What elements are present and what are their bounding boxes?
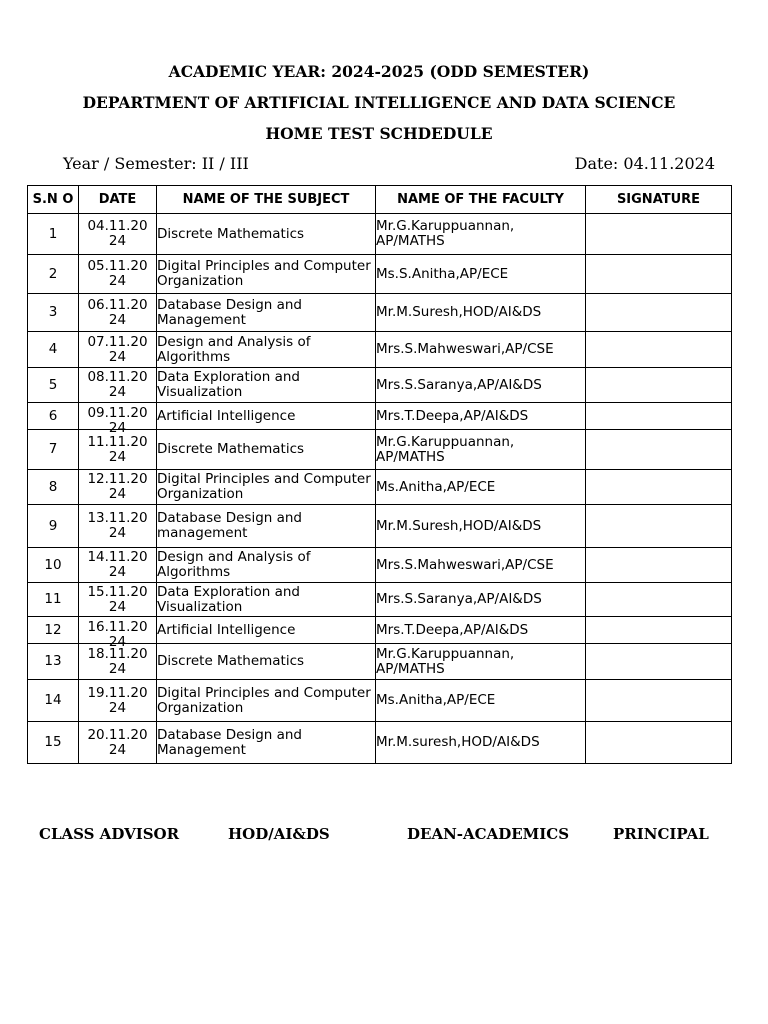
- column-header-faculty: NAME OF THE FACULTY: [376, 186, 586, 214]
- column-header-subject: NAME OF THE SUBJECT: [157, 186, 376, 214]
- hod-signature-label: HOD/AI&DS: [228, 825, 330, 843]
- subject-cell: Digital Principles and Computer Organization: [157, 255, 376, 294]
- signature-cell: [586, 617, 732, 644]
- signature-cell: [586, 583, 732, 617]
- table-row: [28, 680, 732, 722]
- date-cell: [79, 470, 157, 505]
- date-text: 18.11.2024: [87, 645, 148, 677]
- sno-cell: 13: [28, 644, 79, 680]
- table-row: [28, 255, 732, 294]
- date-text: 05.11.2024: [87, 258, 148, 289]
- date-cell: [79, 430, 157, 470]
- signature-cell: [586, 214, 732, 255]
- faculty-cell: Mr.G.Karuppuannan, AP/MATHS: [376, 644, 586, 680]
- signature-cell: [586, 470, 732, 505]
- sno-cell: 1: [28, 214, 79, 255]
- subject-cell: Data Exploration and Visualization: [157, 583, 376, 617]
- sno-cell: 2: [28, 255, 79, 294]
- sno-cell: 12: [28, 617, 79, 644]
- faculty-cell: Mr.M.Suresh,HOD/AI&DS: [376, 505, 586, 548]
- sno-cell: 7: [28, 430, 79, 470]
- faculty-cell: Mr.M.suresh,HOD/AI&DS: [376, 722, 586, 764]
- sno-cell: 5: [28, 368, 79, 403]
- table-row: [28, 583, 732, 617]
- date-text: 09.11.2024: [87, 404, 148, 436]
- date-cell: [79, 722, 157, 764]
- signature-cell: [586, 294, 732, 332]
- date-cell: [79, 644, 157, 680]
- schedule-title: HOME TEST SCHDEDULE: [265, 124, 493, 143]
- sno-cell: 9: [28, 505, 79, 548]
- faculty-cell: Ms.S.Anitha,AP/ECE: [376, 255, 586, 294]
- date-cell: [79, 255, 157, 294]
- table-row: [28, 505, 732, 548]
- date-text: 20.11.2024: [87, 726, 148, 758]
- subject-cell: Artificial Intelligence: [157, 617, 376, 644]
- subject-cell: Discrete Mathematics: [157, 214, 376, 255]
- sno-cell: 8: [28, 470, 79, 505]
- table-row: [28, 722, 732, 764]
- table-row: [28, 332, 732, 368]
- faculty-cell: Mr.G.Karuppuannan, AP/MATHS: [376, 214, 586, 255]
- column-header-sno: S.N O: [28, 186, 79, 214]
- faculty-cell: Ms.Anitha,AP/ECE: [376, 470, 586, 505]
- date-cell: [79, 617, 157, 650]
- subject-cell: Data Exploration and Visualization: [157, 368, 376, 403]
- date-text: 14.11.2024: [87, 549, 148, 580]
- faculty-cell: Mr.G.Karuppuannan, AP/MATHS: [376, 430, 586, 470]
- subject-cell: Design and Analysis of Algorithms: [157, 332, 376, 368]
- date-cell: [79, 368, 157, 403]
- table-row: [28, 617, 732, 644]
- signature-cell: [586, 680, 732, 722]
- date-cell: [79, 583, 157, 617]
- table-row: [28, 294, 732, 332]
- faculty-cell: Mrs.T.Deepa,AP/AI&DS: [376, 617, 586, 644]
- subject-cell: Digital Principles and Computer Organization: [157, 680, 376, 722]
- signature-cell: [586, 644, 732, 680]
- date-text: 16.11.2024: [87, 618, 148, 650]
- schedule-date-label: Date: 04.11.2024: [574, 154, 715, 173]
- department-heading: DEPARTMENT OF ARTIFICIAL INTELLIGENCE AND DATA SCIENCE: [82, 93, 676, 112]
- sno-cell: 6: [28, 403, 79, 430]
- subject-cell: Digital Principles and Computer Organization: [157, 470, 376, 505]
- signature-cell: [586, 255, 732, 294]
- dean-academics-signature-label: DEAN-ACADEMICS: [407, 825, 570, 843]
- signature-cell: [586, 403, 732, 430]
- date-text: 11.11.2024: [87, 433, 148, 465]
- date-cell: [79, 505, 157, 548]
- signature-cell: [586, 332, 732, 368]
- schedule-table: [27, 185, 732, 764]
- faculty-cell: Mrs.S.Saranya,AP/AI&DS: [376, 583, 586, 617]
- date-cell: [79, 214, 157, 255]
- sno-cell: 11: [28, 583, 79, 617]
- date-cell: [79, 403, 157, 436]
- subject-cell: Design and Analysis of Algorithms: [157, 548, 376, 583]
- class-advisor-signature-label: CLASS ADVISOR: [39, 825, 180, 843]
- subject-cell: Artificial Intelligence: [157, 403, 376, 430]
- date-text: 06.11.2024: [87, 296, 148, 328]
- table-row: [28, 470, 732, 505]
- date-text: 08.11.2024: [87, 369, 148, 400]
- signature-cell: [586, 368, 732, 403]
- sno-cell: 15: [28, 722, 79, 764]
- column-header-signature: SIGNATURE: [586, 186, 732, 214]
- faculty-cell: Mrs.S.Mahweswari,AP/CSE: [376, 332, 586, 368]
- signature-cell: [586, 505, 732, 548]
- faculty-cell: Mrs.S.Saranya,AP/AI&DS: [376, 368, 586, 403]
- faculty-cell: Mr.M.Suresh,HOD/AI&DS: [376, 294, 586, 332]
- faculty-cell: Mrs.S.Mahweswari,AP/CSE: [376, 548, 586, 583]
- table-row: [28, 548, 732, 583]
- date-cell: [79, 548, 157, 583]
- year-semester-label: Year / Semester: II / III: [63, 154, 249, 173]
- subject-cell: Database Design and Management: [157, 722, 376, 764]
- signature-cell: [586, 430, 732, 470]
- table-row: [28, 368, 732, 403]
- date-cell: [79, 332, 157, 368]
- subject-cell: Database Design and Management: [157, 294, 376, 332]
- date-text: 12.11.2024: [87, 471, 148, 502]
- signature-cell: [586, 722, 732, 764]
- subject-cell: Database Design and management: [157, 505, 376, 548]
- table-row: [28, 403, 732, 430]
- date-text: 07.11.2024: [87, 333, 148, 365]
- table-header-row: [28, 186, 732, 214]
- subject-cell: Discrete Mathematics: [157, 430, 376, 470]
- signature-cell: [586, 548, 732, 583]
- principal-signature-label: PRINCIPAL: [613, 825, 709, 843]
- faculty-cell: Ms.Anitha,AP/ECE: [376, 680, 586, 722]
- sno-cell: 3: [28, 294, 79, 332]
- date-text: 15.11.2024: [87, 583, 148, 615]
- date-text: 13.11.2024: [87, 510, 148, 541]
- column-header-date: DATE: [79, 186, 157, 214]
- sno-cell: 14: [28, 680, 79, 722]
- table-row: [28, 430, 732, 470]
- faculty-cell: Mrs.T.Deepa,AP/AI&DS: [376, 403, 586, 430]
- sno-cell: 10: [28, 548, 79, 583]
- date-text: 19.11.2024: [87, 684, 148, 716]
- table-row: [28, 644, 732, 680]
- table-row: [28, 214, 732, 255]
- subject-cell: Discrete Mathematics: [157, 644, 376, 680]
- date-cell: [79, 680, 157, 722]
- date-cell: [79, 294, 157, 332]
- sno-cell: 4: [28, 332, 79, 368]
- academic-year-heading: ACADEMIC YEAR: 2024-2025 (ODD SEMESTER): [168, 62, 590, 81]
- date-text: 04.11.2024: [87, 218, 148, 249]
